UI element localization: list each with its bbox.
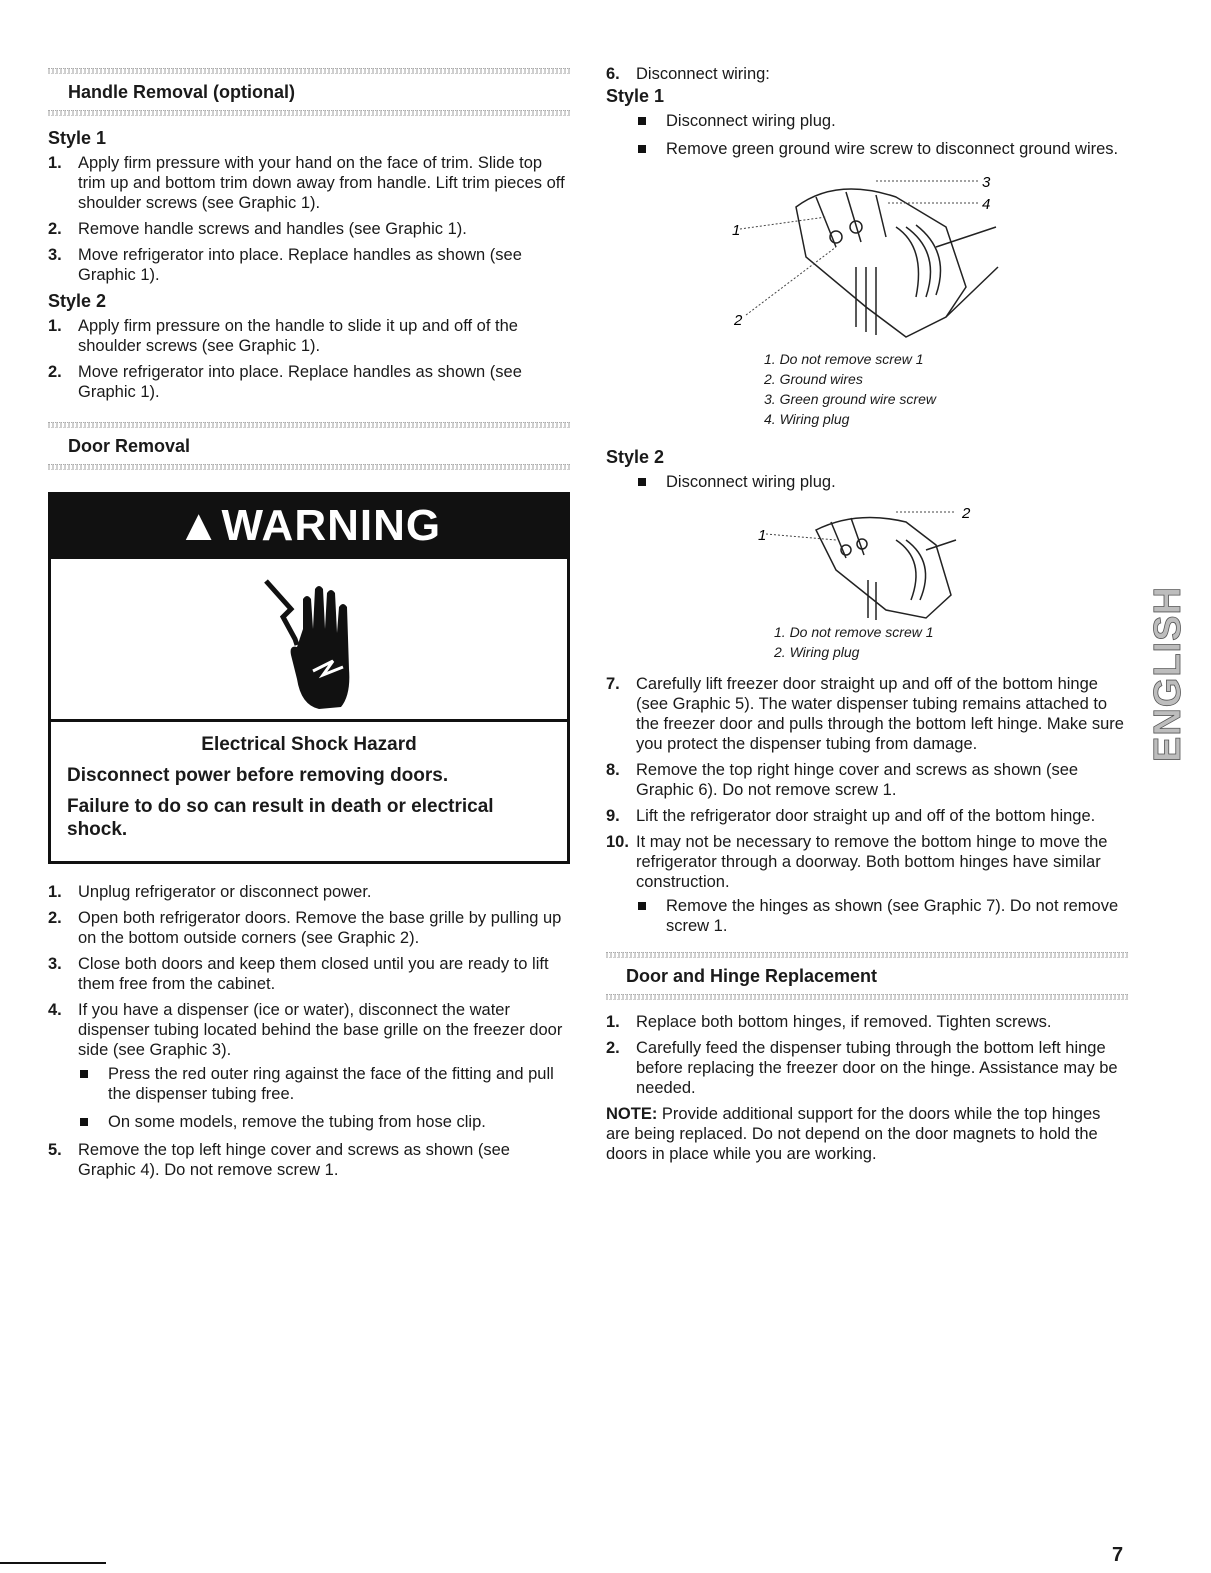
- callout-4: 4: [982, 196, 991, 213]
- list-item: 4. If you have a dispenser (ice or water), disconnect the water dispenser tubing located behind the base grille on the freezer door side (see Graphic 3). Press the red outer ring against the face of the fitting and pull the dispenser tubing free. On some models, remove the tubing from hose clip.: [48, 1000, 570, 1132]
- bullet-item: Press the red outer ring against the face of the fitting and pull the dispenser tubing free.: [78, 1064, 570, 1104]
- list-item: 3. Close both doors and keep them closed until you are ready to lift them free from the cabinet.: [48, 955, 549, 993]
- electric-shock-hand-icon: [51, 559, 567, 722]
- list-item: 1. Replace both bottom hinges, if removed. Tighten screws.: [606, 1013, 1052, 1031]
- list-item: 9. Lift the refrigerator door straight up and off of the bottom hinge.: [606, 807, 1096, 825]
- wiring-style1-captions: 1. Do not remove screw 1 2. Ground wires 3. Green ground wire screw 4. Wiring plug: [764, 351, 936, 427]
- section-rule: [48, 464, 570, 470]
- wiring-style1-bullets: [606, 111, 1128, 159]
- handle-style2-steps: [48, 316, 570, 402]
- bullet-item: Remove green ground wire screw to disconnect ground wires.: [606, 139, 1128, 159]
- footer-rule: [0, 1562, 106, 1564]
- bullet-item: Disconnect wiring plug.: [606, 472, 1128, 492]
- callout-3: 3: [982, 174, 991, 191]
- list-item: 5. Remove the top left hinge cover and screws as shown (see Graphic 4). Do not remove screw 1.: [48, 1141, 510, 1179]
- step4-bullets: [78, 1064, 570, 1132]
- side-tab-label: ENGLISH: [1147, 586, 1189, 762]
- wiring-style2-captions: 1. Do not remove screw 1 2. Wiring plug: [774, 624, 934, 660]
- bullet-item: Remove the hinges as shown (see Graphic 7). Do not remove screw 1.: [636, 896, 1128, 936]
- right-column: [606, 0, 1128, 1164]
- hinge-replacement-steps: [606, 1012, 1128, 1098]
- style2-heading: Style 2: [48, 291, 107, 311]
- callout-1: 1: [732, 222, 741, 239]
- warning-line-1: Disconnect power before removing doors.: [67, 765, 449, 786]
- bullet-item: On some models, remove the tubing from hose clip.: [78, 1112, 570, 1132]
- language-side-tab: [1147, 566, 1189, 762]
- list-item: 1. Apply firm pressure on the handle to slide it up and off of the shoulder screws (see Graphic 1).: [48, 317, 518, 355]
- door-removal-steps: [48, 882, 570, 1180]
- list-item: 8. Remove the top right hinge cover and screws as shown (see Graphic 6). Do not remove screw 1.: [606, 761, 1079, 799]
- handle-removal-heading: Handle Removal (optional): [68, 82, 296, 102]
- bullet-item: Disconnect wiring plug.: [606, 111, 1128, 131]
- list-item: 3. Move refrigerator into place. Replace handles as shown (see Graphic 1).: [48, 246, 522, 284]
- wiring-diagram-style2: [606, 500, 1128, 626]
- callout-2: 2: [962, 505, 971, 522]
- door-hinge-replacement-heading: Door and Hinge Replacement: [626, 966, 878, 986]
- list-item: 2. Open both refrigerator doors. Remove the base grille by pulling up on the bottom outside corners (see Graphic 2).: [48, 909, 562, 947]
- warning-triangle-icon: ▲: [176, 501, 222, 550]
- list-item: 1. Apply firm pressure with your hand on the face of trim. Slide top trim up and bottom trim down away from handle. Lift trim pieces off shoulder screws (see Graphic 1).: [48, 154, 565, 212]
- list-item: 2. Remove handle screws and handles (see Graphic 1).: [48, 220, 467, 238]
- step10-bullets: [636, 896, 1128, 936]
- handle-style1-steps: [48, 153, 570, 285]
- warning-box: [48, 492, 570, 864]
- left-column: [48, 0, 570, 1186]
- step6: [606, 64, 1128, 84]
- callout-2: 2: [734, 312, 743, 329]
- door-removal-heading: Door Removal: [68, 436, 191, 456]
- list-item: 10. It may not be necessary to remove the bottom hinge to move the refrigerator through a doorway. Both bottom hinges have similar construction. Remove the hinges as shown (see Graphic 7). Do not remove screw 1.: [606, 832, 1128, 936]
- wiring-style1-heading: Style 1: [606, 86, 665, 106]
- list-item: 2. Carefully feed the dispenser tubing through the bottom left hinge before replacing the freezer door on the hinge. Assistance may be needed.: [606, 1039, 1118, 1097]
- callout-1: 1: [758, 527, 767, 544]
- page-number: 7: [1112, 1544, 1124, 1566]
- warning-line-2: Failure to do so can result in death or electrical shock.: [67, 796, 494, 840]
- note-label: NOTE:: [606, 1105, 658, 1123]
- warning-title: Electrical Shock Hazard: [201, 734, 417, 755]
- warning-header: ▲WARNING: [51, 495, 567, 559]
- section-rule: [48, 110, 570, 116]
- wiring-style2-heading: Style 2: [606, 447, 665, 467]
- list-item: 7. Carefully lift freezer door straight up and off of the bottom hinge (see Graphic 5). The water dispenser tubing remains attached to the freezer door and pulls through the bottom left hinge. Make sure you protect the dispenser tubing from damage.: [606, 675, 1124, 753]
- warning-text: [51, 722, 567, 861]
- list-item: 6. Disconnect wiring:: [606, 65, 770, 83]
- list-item: 2. Move refrigerator into place. Replace handles as shown (see Graphic 1).: [48, 363, 522, 401]
- style1-heading: Style 1: [48, 128, 107, 148]
- wiring-diagram-style1: [606, 167, 1128, 359]
- door-removal-steps-continued: [606, 674, 1128, 936]
- wiring-style2-bullets: [606, 472, 1128, 492]
- list-item: 1. Unplug refrigerator or disconnect power.: [48, 883, 372, 901]
- note-paragraph: NOTE: Provide additional support for the doors while the top hinges are being replaced. Do not depend on the door magnets to hold the doors in place while you are working.: [606, 1105, 1101, 1163]
